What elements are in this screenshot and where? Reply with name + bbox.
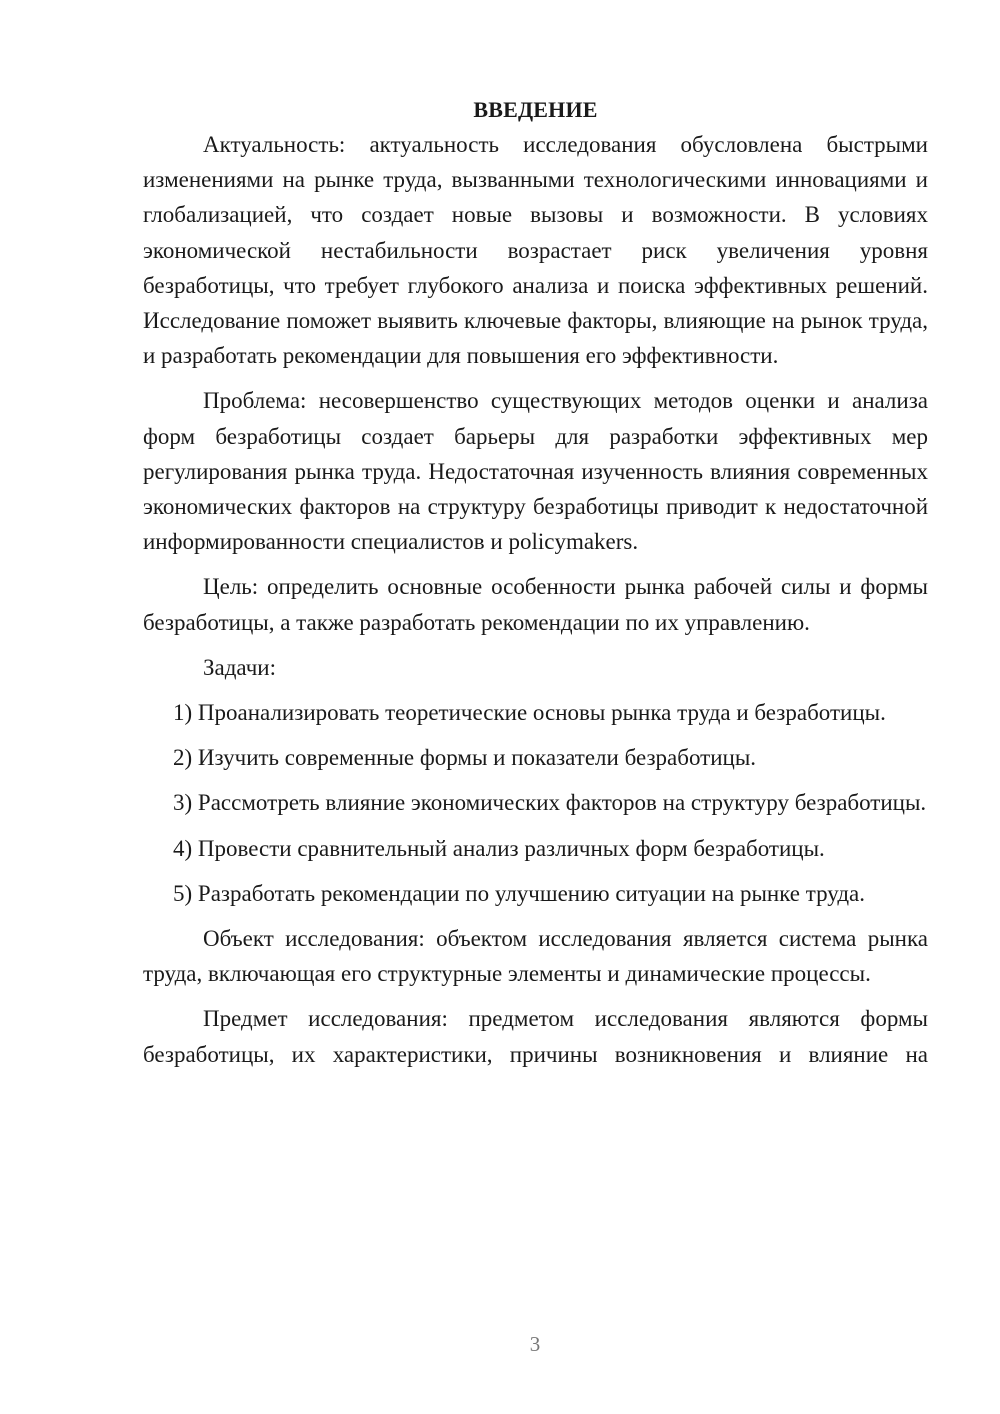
subject-paragraph: Предмет исследования: предметом исследования являются формы безработицы, их характеристики, причины возникновения и влияние на <box>143 1006 928 1067</box>
task-item-1: 1) Проанализировать теоретические основы рынка труда и безработицы. <box>173 700 886 726</box>
goal-paragraph: Цель: определить основные особенности рынка рабочей силы и формы безработицы, а также разработать рекомендации по их управлению. <box>143 574 928 635</box>
task-item-3: 3) Рассмотреть влияние экономических факторов на структуру безработицы. <box>173 790 927 816</box>
object-paragraph: Объект исследования: объектом исследования является система рынка труда, включающая его структурные элементы и динамические процессы. <box>143 926 928 987</box>
document-page <box>143 92 928 1082</box>
task-item-2: 2) Изучить современные формы и показатели безработицы. <box>173 745 757 771</box>
page-title: ВВЕДЕНИЕ <box>473 97 598 122</box>
tasks-heading: Задачи: <box>203 654 276 680</box>
problem-paragraph: Проблема: несовершенство существующих методов оценки и анализа форм безработицы создает барьеры для разработки эффективных мер регулирования рынка труда. Недостаточная изученность влияния современных экономических факторов на структуру безработицы приводит к недостаточной информированности специалистов и policymakers. <box>143 388 928 555</box>
task-item-5: 5) Разработать рекомендации по улучшению ситуации на рынке труда. <box>173 880 866 906</box>
page-number: 3 <box>529 1332 541 1356</box>
relevance-paragraph: Актуальность: актуальность исследования обусловлена быстрыми изменениями на рынке труда, вызванными технологическими инновациями и глобализацией, что создает новые вызовы и возможности. В условиях экономической нестабильности возрастает риск увеличения уровня безработицы, что требует глубокого анализа и поиска эффективных решений. Исследование поможет выявить ключевые факторы, влияющие на рынок труда, и разработать рекомендации для повышения его эффективности. <box>143 132 928 369</box>
task-item-4: 4) Провести сравнительный анализ различных форм безработицы. <box>173 835 825 861</box>
